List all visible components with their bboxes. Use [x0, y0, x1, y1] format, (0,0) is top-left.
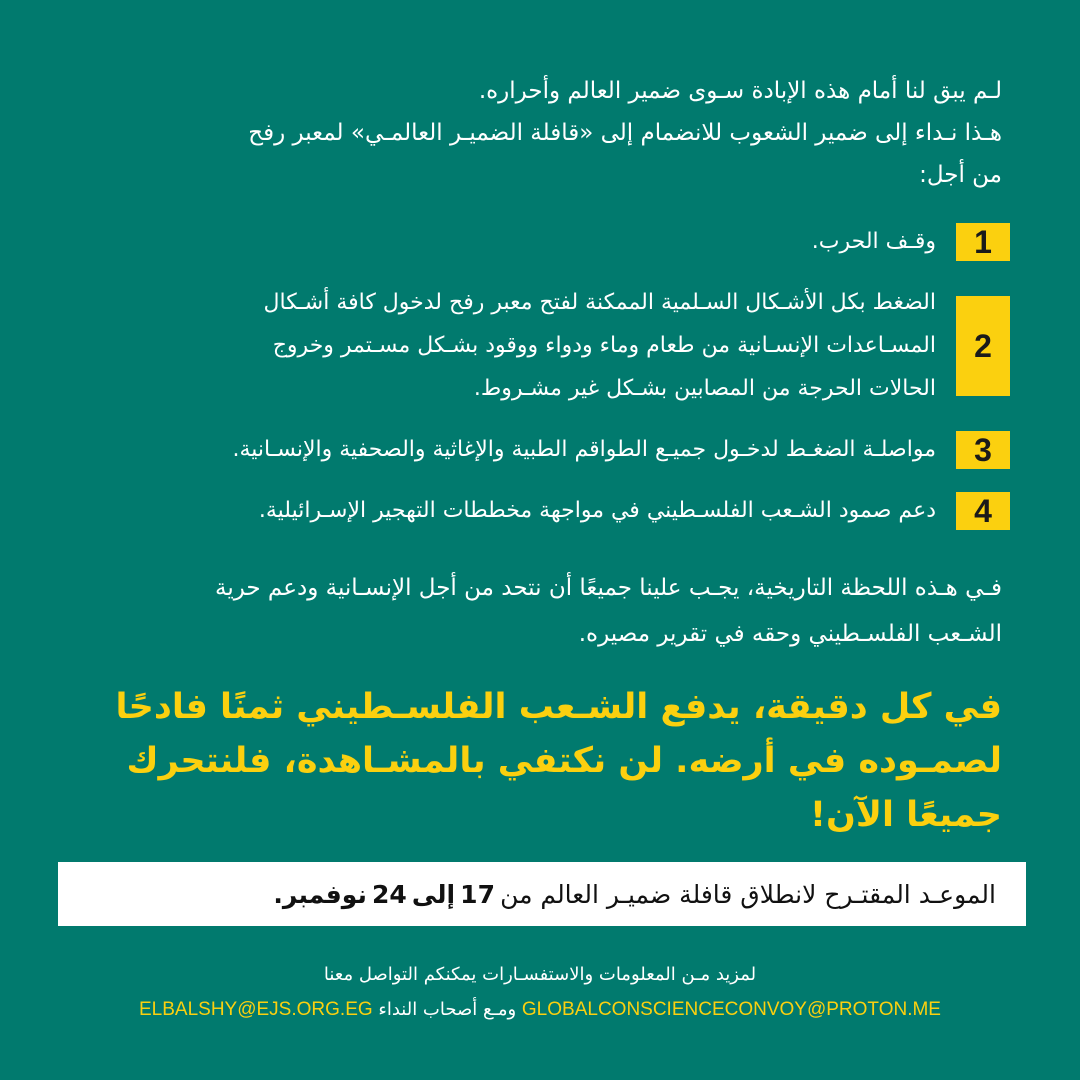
demand-text-line: المسـاعدات الإنسـانية من طعام وماء ودواء ووقود بشـكل مسـتمر وخروج	[272, 333, 936, 358]
date-to: 24	[371, 879, 407, 909]
intro-line: من أجل:	[919, 162, 1002, 188]
date-from: 17	[460, 879, 495, 909]
demand-item-2	[50, 281, 1010, 410]
demand-text-line: الحالات الحرجة من المصابين بشـكل غير مشـروط.	[473, 376, 936, 401]
intro-line: لـم يبق لنا أمام هذه الإبادة سـوى ضمير العالم وأحراره.	[478, 78, 1002, 104]
date-banner	[58, 862, 1026, 926]
highlight-line: جميعًا الآن!	[810, 795, 1002, 835]
body-line: فـي هـذه اللحظة التاريخية، يجـب علينا جميعًا أن نتحد من أجل الإنسـانية ودعم حرية	[214, 575, 1002, 601]
date-month: نوفمبر.	[273, 879, 367, 909]
email-link-elbalshy[interactable]: ELBALSHY@EJS.ORG.EG	[139, 999, 373, 1020]
demand-number: 2	[956, 296, 1010, 396]
contact-emails	[0, 990, 1080, 1030]
demand-number: 4	[956, 492, 1010, 530]
date-prefix: الموعـد المقتـرح لانطلاق قافلة ضميـر العالم من	[500, 879, 996, 909]
highlight-statement	[52, 680, 1002, 842]
contact-intro: لمزيد مـن المعلومات والاستفسـارات يمكنكم التواصل معنا	[323, 964, 757, 985]
demand-text: وقـف الحرب.	[811, 229, 936, 254]
demand-number: 3	[956, 431, 1010, 469]
demand-text	[264, 281, 937, 410]
demand-text: مواصلـة الضغـط لدخـول جميـع الطواقم الطبية والإغاثية والصحفية والإنسـانية.	[232, 437, 936, 462]
demand-number: 1	[956, 223, 1010, 261]
contact-footer	[0, 960, 1080, 1030]
date-to-word: إلى	[411, 879, 456, 909]
body-line: الشـعب الفلسـطيني وحقه في تقرير مصيره.	[578, 621, 1002, 647]
demand-text: دعم صمود الشـعب الفلسـطيني في مواجهة مخططات التهجير الإسـرائيلية.	[258, 498, 936, 523]
intro-section	[62, 70, 1002, 196]
email-link-convoy[interactable]: GLOBALCONSCIENCECONVOY@PROTON.ME	[521, 999, 941, 1020]
highlight-line: لصمـوده في أرضه. لن نكتفي بالمشـاهدة، فلنتحرك	[126, 741, 1002, 781]
demand-item-4	[50, 489, 1010, 532]
contact-connector: ومـع أصحاب النداء	[378, 999, 517, 1020]
demand-text-line: الضغط بكل الأشـكال السـلمية الممكنة لفتح معبر رفح لدخول كافة أشـكال	[263, 290, 936, 315]
highlight-line: في كل دقيقة، يدفع الشـعب الفلسـطيني ثمنًا فادحًا	[115, 687, 1002, 727]
demand-item-1	[50, 220, 1010, 263]
demands-list	[50, 220, 1010, 550]
intro-line: هـذا نـداء إلى ضمير الشعوب للانضمام إلى «قافلة الضميـر العالمـي» لمعبر رفح	[248, 120, 1002, 146]
demand-item-3	[50, 428, 1010, 471]
body-paragraph	[62, 565, 1002, 657]
